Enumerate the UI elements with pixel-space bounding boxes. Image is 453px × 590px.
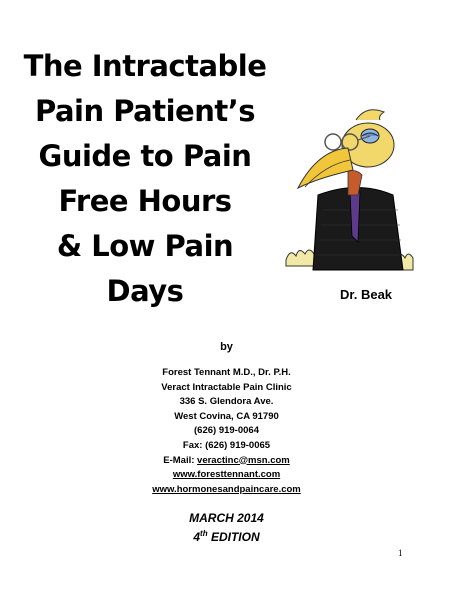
document-title bbox=[10, 44, 280, 314]
edition-number: 4 bbox=[193, 530, 201, 544]
illustration-caption: Dr. Beak bbox=[340, 287, 393, 302]
street-address: 336 S. Glendora Ave. bbox=[179, 396, 274, 408]
fax-number: Fax: (626) 919-0065 bbox=[182, 439, 271, 451]
phone-number: (626) 919-0064 bbox=[194, 425, 259, 437]
title-line: Pain Patient’s bbox=[34, 94, 256, 128]
byline: by bbox=[220, 341, 233, 353]
edition-block bbox=[0, 510, 453, 545]
title-line: Days bbox=[106, 274, 184, 308]
website-link-1[interactable]: www.foresttennant.com bbox=[172, 469, 281, 481]
author-name: Forest Tennant M.D., Dr. P.H. bbox=[162, 367, 291, 378]
email-link[interactable]: veractinc@msn.com bbox=[197, 454, 290, 466]
page-number: 1 bbox=[398, 548, 403, 558]
email-label: E-Mail: bbox=[163, 454, 195, 466]
edition-date: MARCH 2014 bbox=[189, 511, 264, 525]
city-address: West Covina, CA 91790 bbox=[174, 410, 279, 422]
title-line: & Low Pain bbox=[56, 229, 234, 263]
title-line: Free Hours bbox=[58, 184, 232, 218]
email-line bbox=[0, 454, 453, 469]
edition-suffix: th bbox=[200, 529, 208, 538]
title-line: Guide to Pain bbox=[38, 139, 252, 173]
author-block bbox=[0, 366, 453, 497]
edition-label: EDITION bbox=[210, 530, 260, 544]
title-line: The Intractable bbox=[23, 49, 267, 83]
edition-label-line bbox=[0, 526, 453, 545]
vulture-doctor-illustration bbox=[278, 100, 418, 280]
clinic-name: Veract Intractable Pain Clinic bbox=[161, 381, 292, 393]
website-link-2[interactable]: www.hormonesandpaincare.com bbox=[152, 483, 301, 495]
